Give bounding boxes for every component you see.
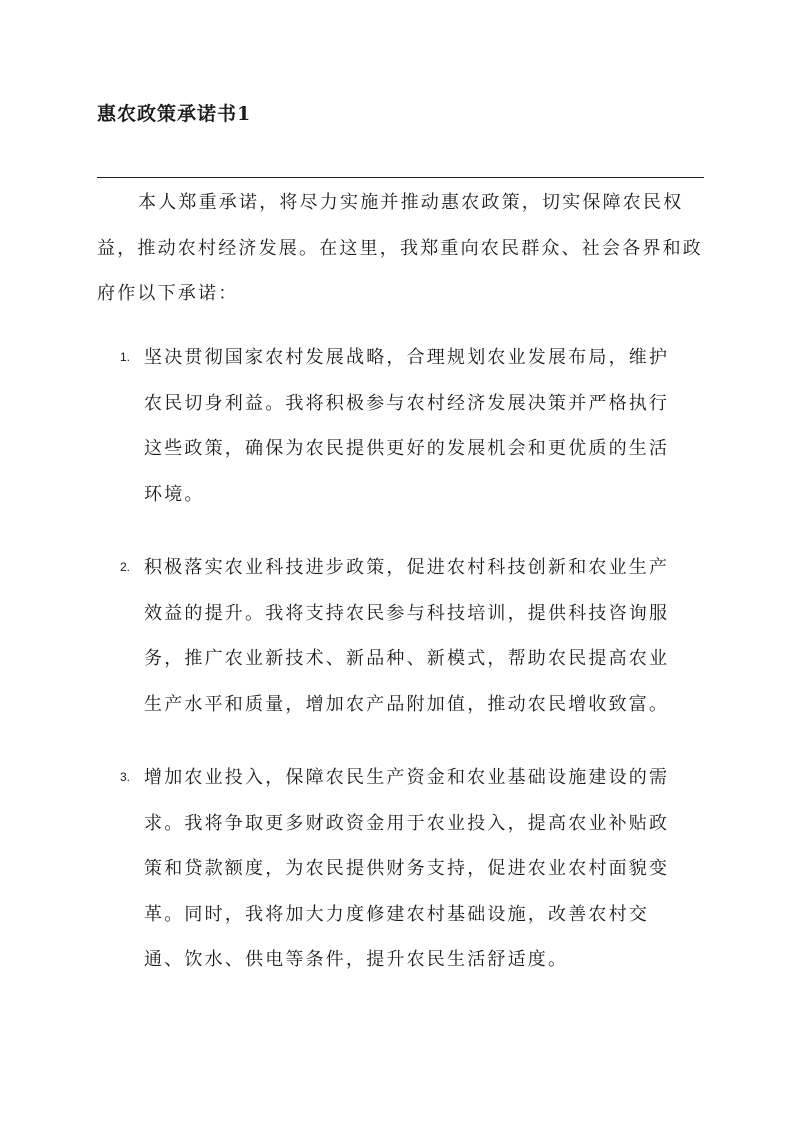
document-title: 惠农政策承诺书1	[97, 103, 252, 125]
list-item-number: 3.	[120, 770, 131, 784]
list-item-text: 积极落实农业科技进步政策，促进农村科技创新和农业生产效益的提升。我将支持农民参与科技培训，提供科技咨询服务，推广农业新技术、新品种、新模式，帮助农民提高农业生产水平和质量，增加农产品附加值，推动农民增收致富。	[144, 557, 670, 715]
list-item-text: 增加农业投入，保障农民生产资金和农业基础设施建设的需求。我将争取更多财政资金用于农业投入，提高农业补贴政策和贷款额度，为农民提供财务支持，促进农业农村面貌变革。同时，我将加大力度修建农村基础设施，改善农村交通、饮水、供电等条件，提升农民生活舒适度。	[144, 767, 670, 970]
list-item-number: 1.	[120, 350, 131, 364]
intro-paragraph: 本人郑重承诺，将尽力实施并推动惠农政策，切实保障农民权益，推动农村经济发展。在这里，我郑重向农民群众、社会各界和政府作以下承诺：	[97, 192, 703, 304]
list-item	[97, 545, 705, 727]
list-item-text: 坚决贯彻国家农村发展战略，合理规划农业发展布局，维护农民切身利益。我将积极参与农村经济发展决策并严格执行这些政策，确保为农民提供更好的发展机会和更优质的生活环境。	[144, 347, 670, 505]
list-item	[97, 335, 705, 517]
title-divider	[97, 177, 704, 178]
list-item-number: 2.	[120, 560, 131, 574]
list-item	[97, 755, 705, 983]
